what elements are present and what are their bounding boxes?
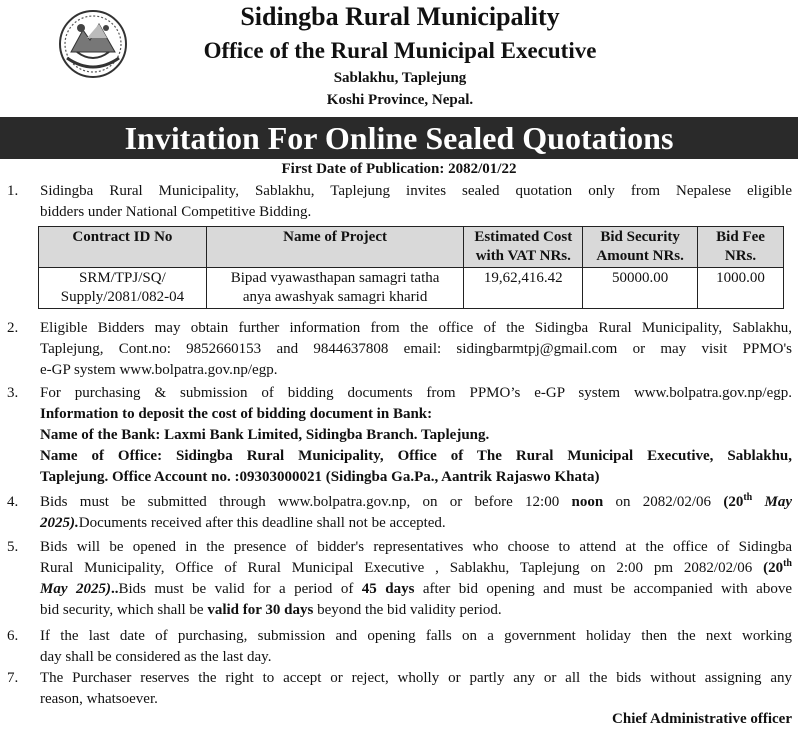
table-header-row bbox=[39, 227, 784, 268]
item-number: 3. bbox=[7, 385, 19, 401]
item-text bbox=[40, 537, 792, 621]
item-line: Taplejung, Cont.no: 9852660153 and 9844637808 email: sidingbarmtpj@gmail.com or may visit PPMO's bbox=[40, 341, 792, 357]
address-line-2: Koshi Province, Nepal. bbox=[326, 92, 474, 108]
item-line: Rural Municipality, Office of Rural Municipal Executive , Sablakhu, Taplejung on 2:00 pm 2082/02/06 (20th bbox=[40, 558, 792, 576]
col-bid-security: Bid Security Amount NRs. bbox=[583, 227, 698, 268]
item-line: For purchasing & submission of bidding documents from PPMO’s e-GP system www.bolpatra.gov.np/egp. bbox=[40, 385, 792, 401]
item-line: reason, whatsoever. bbox=[40, 691, 158, 707]
item-number: 7. bbox=[7, 670, 19, 686]
cell-bid-fee: 1000.00 bbox=[698, 268, 784, 309]
address-line-1: Sablakhu, Taplejung bbox=[333, 70, 467, 86]
cell-contract-id: SRM/TPJ/SQ/ Supply/2081/082-04 bbox=[39, 268, 207, 309]
col-bid-fee: Bid Fee NRs. bbox=[698, 227, 784, 268]
item-text bbox=[40, 181, 792, 223]
item-line: Bids will be opened in the presence of bidder's representatives who choose to attend at the office of Sidingba bbox=[40, 539, 792, 555]
letterhead bbox=[0, 0, 798, 117]
bank-info-heading: Information to deposit the cost of bidding document in Bank: bbox=[40, 406, 433, 422]
signoff-title: Chief Administrative officer bbox=[612, 711, 792, 727]
municipality-name: Sidingba Rural Municipality bbox=[240, 2, 560, 31]
contracts-table bbox=[38, 226, 784, 309]
item-line: If the last date of purchasing, submission and opening falls on a government holiday then the next working bbox=[40, 628, 792, 644]
item-number: 5. bbox=[7, 539, 19, 555]
item-line: bidders under National Competitive Bidding. bbox=[40, 204, 312, 220]
item-number: 2. bbox=[7, 320, 19, 336]
col-estimated-cost: Estimated Cost with VAT NRs. bbox=[464, 227, 583, 268]
office-account: Taplejung. Office Account no. :09303000021 (Sidingba Ga.Pa., Aantrik Rajaswo Khata) bbox=[40, 469, 600, 485]
office-name: Office of the Rural Municipal Executive bbox=[203, 38, 597, 63]
nepal-emblem-icon bbox=[57, 8, 129, 80]
table-row bbox=[39, 268, 784, 309]
notice-banner: Invitation For Online Sealed Quotations bbox=[0, 117, 798, 159]
office-name-line: Name of Office: Sidingba Rural Municipality, Office of The Rural Municipal Executive, Sablakhu, bbox=[40, 448, 792, 464]
item-line: 2025).Documents received after this deadline shall not be accepted. bbox=[40, 515, 446, 531]
item-text bbox=[40, 318, 792, 381]
item-number: 6. bbox=[7, 628, 19, 644]
item-line: May 2025)..Bids must be valid for a period of 45 days after bid opening and must be accompanied with above bbox=[40, 581, 792, 597]
item-text bbox=[40, 383, 792, 488]
cell-bid-security: 50000.00 bbox=[583, 268, 698, 309]
item-number: 4. bbox=[7, 494, 19, 510]
publication-date: First Date of Publication: 2082/01/22 bbox=[281, 161, 517, 177]
col-contract-id: Contract ID No bbox=[39, 227, 207, 268]
item-line: The Purchaser reserves the right to accept or reject, wholly or partly any or all the bids without assigning any bbox=[40, 670, 792, 686]
item-line: day shall be considered as the last day. bbox=[40, 649, 272, 665]
cell-project-name: Bipad vyawasthapan samagri tatha anya awashyak samagri kharid bbox=[206, 268, 464, 309]
item-line: Bids must be submitted through www.bolpatra.gov.np, on or before 12:00 noon on 2082/02/06 (20th May bbox=[40, 492, 792, 510]
item-text bbox=[40, 492, 792, 534]
item-text bbox=[40, 626, 792, 668]
item-text bbox=[40, 668, 792, 710]
cell-estimated-cost: 19,62,416.42 bbox=[464, 268, 583, 309]
item-line: Sidingba Rural Municipality, Sablakhu, Taplejung invites sealed quotation only from Nepalese eligible bbox=[40, 183, 792, 199]
col-project-name: Name of Project bbox=[206, 227, 464, 268]
item-line: e-GP system www.bolpatra.gov.np/egp. bbox=[40, 362, 278, 378]
bank-name: Name of the Bank: Laxmi Bank Limited, Sidingba Branch. Taplejung. bbox=[40, 427, 490, 443]
item-line: bid security, which shall be valid for 30 days beyond the bid validity period. bbox=[40, 602, 502, 618]
item-number: 1. bbox=[7, 183, 19, 199]
item-line: Eligible Bidders may obtain further information from the office of the Sidingba Rural Municipality, Sablakhu, bbox=[40, 320, 792, 336]
